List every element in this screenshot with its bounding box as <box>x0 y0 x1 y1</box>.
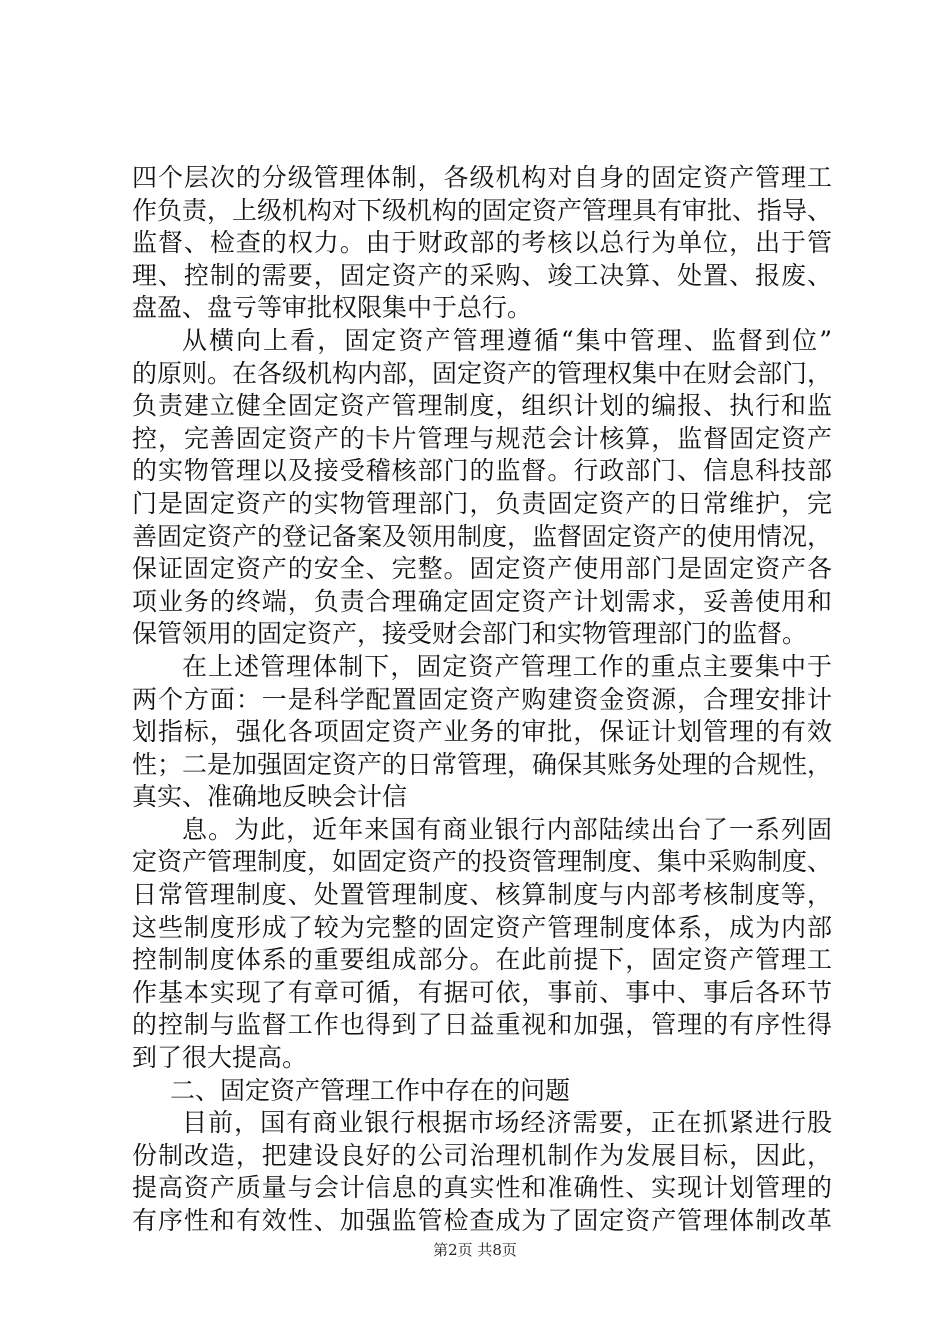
paragraph-line: 的实物管理以及接受稽核部门的监督。行政部门、信息科技部 <box>132 456 832 486</box>
paragraph-line: 理、控制的需要，固定资产的采购、竣工决算、处置、报废、 <box>132 260 832 290</box>
paragraph-line: 的控制与监督工作也得到了日益重视和加强，管理的有序性得 <box>132 1010 832 1040</box>
paragraph-line: 目前，国有商业银行根据市场经济需要，正在抓紧进行股 <box>182 1108 832 1138</box>
paragraph-line: 控制制度体系的重要组成部分。在此前提下，固定资产管理工 <box>132 945 832 975</box>
paragraph-line: 日常管理制度、处置管理制度、核算制度与内部考核制度等， <box>132 880 832 910</box>
paragraph-line: 这些制度形成了较为完整的固定资产管理制度体系，成为内部 <box>132 912 832 942</box>
paragraph-line: 作基本实现了有章可循，有据可依，事前、事中、事后各环节 <box>132 977 832 1007</box>
paragraph-line: 真实、准确地反映会计信 <box>132 782 408 812</box>
paragraph-line: 从横向上看，固定资产管理遵循“集中管理、监督到位” <box>182 325 832 355</box>
paragraph-line: 提高资产质量与会计信息的真实性和准确性、实现计划管理的 <box>132 1173 832 1203</box>
paragraph-line: 息。为此，近年来国有商业银行内部陆续出台了一系列固 <box>182 814 832 844</box>
paragraph-line: 有序性和有效性、加强监管检查成为了固定资产管理体制改革 <box>132 1206 832 1235</box>
paragraph-line: 门是固定资产的实物管理部门，负责固定资产的日常维护，完 <box>132 488 832 518</box>
paragraph-line: 两个方面：一是科学配置固定资产购建资金资源，合理安排计 <box>132 684 832 714</box>
paragraph-line: 负责建立健全固定资产管理制度，组织计划的编报、执行和监 <box>132 391 832 421</box>
paragraph-line: 监督、检查的权力。由于财政部的考核以总行为单位，出于管 <box>132 228 832 258</box>
paragraph-line: 性；二是加强固定资产的日常管理，确保其账务处理的合规性， <box>132 749 832 779</box>
paragraph-line: 控，完善固定资产的卡片管理与规范会计核算，监督固定资产 <box>132 423 832 453</box>
paragraph-line: 善固定资产的登记备案及领用制度，监督固定资产的使用情况， <box>132 521 832 551</box>
page-footer <box>0 1240 950 1260</box>
paragraph-line: 保管领用的固定资产，接受财会部门和实物管理部门的监督。 <box>132 619 808 649</box>
section-heading: 二、固定资产管理工作中存在的问题 <box>170 1075 571 1105</box>
paragraph-line: 作负责，上级机构对下级机构的固定资产管理具有审批、指导、 <box>132 195 832 225</box>
paragraph-line: 在上述管理体制下，固定资产管理工作的重点主要集中于 <box>182 651 832 681</box>
paragraph-line: 四个层次的分级管理体制，各级机构对自身的固定资产管理工 <box>132 163 832 192</box>
paragraph-line: 划指标，强化各项固定资产业务的审批，保证计划管理的有效 <box>132 717 832 747</box>
paragraph-line: 的原则。在各级机构内部，固定资产的管理权集中在财会部门， <box>132 358 832 388</box>
paragraph-line: 份制改造，把建设良好的公司治理机制作为发展目标，因此， <box>132 1140 832 1170</box>
document-body <box>132 162 832 1238</box>
paragraph-line: 定资产管理制度，如固定资产的投资管理制度、集中采购制度、 <box>132 847 832 877</box>
paragraph-line: 盘盈、盘亏等审批权限集中于总行。 <box>132 293 533 323</box>
page-number-label: 第2页 共8页 <box>433 1241 517 1259</box>
paragraph-line: 项业务的终端，负责合理确定固定资产计划需求，妥善使用和 <box>132 586 832 616</box>
paragraph-line: 到了很大提高。 <box>132 1043 308 1073</box>
paragraph-line: 保证固定资产的安全、完整。固定资产使用部门是固定资产各 <box>132 554 832 584</box>
